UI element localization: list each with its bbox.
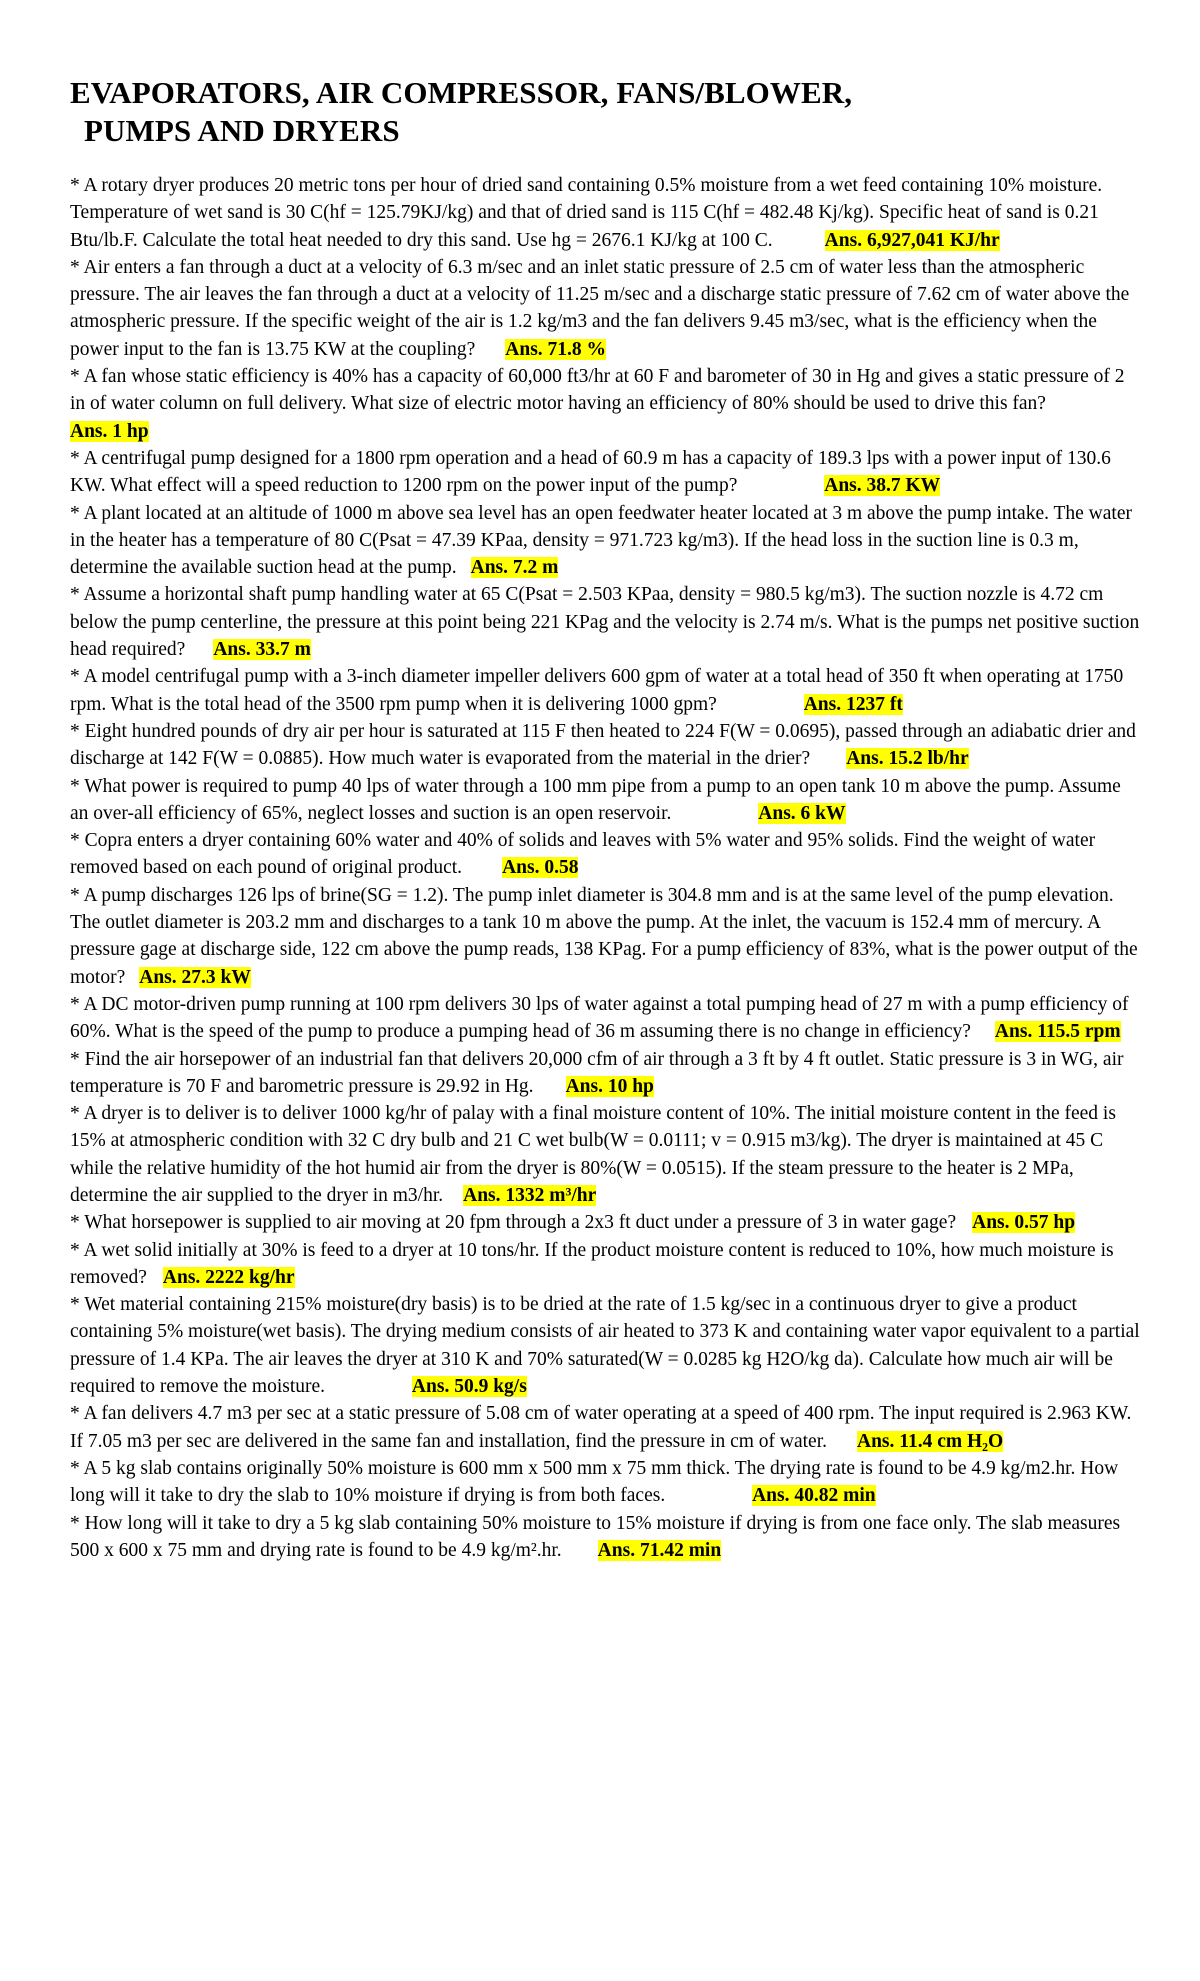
problem-text: * A rotary dryer produces 20 metric tons per hour of dried sand containing 0.5% moisture from a wet feed containing 10% moisture. Temperature of wet sand is 30 C(hf = 125.79KJ/kg) and that of dried sand is 115 C(hf = 482.48 Kj/kg). Specific heat of sand is 0.21 Btu/lb.F. Calculate the total heat needed to dry this sand. Use hg = 2676.1 KJ/kg at 100 C.: [70, 175, 1103, 251]
answer-highlight: Ans. 33.7 m: [213, 639, 311, 661]
answer-highlight: Ans. 0.57 hp: [972, 1212, 1076, 1234]
answer-highlight: Ans. 71.42 min: [597, 1539, 722, 1561]
problem-text: * A centrifugal pump designed for a 1800 rpm operation and a head of 60.9 m has a capacity of 189.3 lps with a power input of 130.6 KW. What effect will a speed reduction to 1200 rpm on the power input of the pump?: [70, 447, 1111, 497]
problem-text: * Assume a horizontal shaft pump handling water at 65 C(Psat = 2.503 KPaa, density = 980.5 kg/m3). The suction nozzle is 4.72 cm below the pump centerline, the pressure at this point being 221 KPag and the velocity is 2.74 m/s. What is the pumps net positive suction head required?: [70, 584, 1140, 661]
answer-highlight: Ans. 71.8 %: [505, 338, 607, 360]
problem-item: [70, 773, 1140, 828]
problem-text: * How long will it take to dry a 5 kg slab containing 50% moisture to 15% moisture if drying is from one face only. The slab measures 500 x 600 x 75 mm and drying rate is found to be 4.9 kg/m².hr.: [70, 1512, 1121, 1561]
problem-text: * Eight hundred pounds of dry air per hour is saturated at 115 F then heated to 224 F(W = 0.0695), passed through an adiabatic drier and discharge at 142 F(W = 0.0885). How much water is evaporated from the material in the drier?: [70, 720, 1136, 770]
answer-highlight: Ans. 0.58: [502, 857, 579, 879]
problem-text: * A pump discharges 126 lps of brine(SG = 1.2). The pump inlet diameter is 304.8 mm and is at the same level of the pump elevation. The outlet diameter is 203.2 mm and discharges to a tank 10 m above the pump. At the inlet, the vacuum is 152.4 mm of mercury. A pressure gage at discharge side, 122 cm above the pump reads, 138 KPag. For a pump efficiency of 83%, what is the power output of the motor?: [70, 884, 1138, 988]
problem-text: * A model centrifugal pump with a 3-inch diameter impeller delivers 600 gpm of water at a total head of 350 ft when operating at 1750 rpm. What is the total head of the 3500 rpm pump when it is delivering 1000 gpm?: [70, 666, 1124, 715]
answer-highlight: Ans. 2222 kg/hr: [162, 1266, 295, 1288]
problem-item: [70, 882, 1140, 991]
problem-text: * Copra enters a dryer containing 60% water and 40% of solids and leaves with 5% water and 95% solids. Find the weight of water removed based on each pound of original product.: [70, 830, 1096, 879]
problem-text: * A fan delivers 4.7 m3 per sec at a static pressure of 5.08 cm of water operating at a speed of 400 rpm. The input required is 2.963 KW. If 7.05 m3 per sec are delivered in the same fan and installation, find the pressure in cm of water.: [70, 1403, 1132, 1452]
problem-item: [70, 1400, 1140, 1455]
answer-highlight: Ans. 40.82 min: [752, 1485, 876, 1507]
title-line-1: EVAPORATORS, AIR COMPRESSOR, FANS/BLOWER,: [70, 75, 853, 110]
problem-item: [70, 1510, 1140, 1565]
answer-highlight: Ans. 6,927,041 KJ/hr: [824, 229, 1000, 251]
problem-item: [70, 1209, 1140, 1236]
problem-text: * A dryer is to deliver is to deliver 1000 kg/hr of palay with a final moisture content of 10%. The initial moisture content in the feed is 15% at atmospheric condition with 32 C dry bulb and 21 C wet bulb(W = 0.0111; v = 0.915 m3/kg). The dryer is maintained at 45 C while the relative humidity of the hot humid air from the dryer is 80%(W = 0.0515). If the steam pressure to the heater is 2 MPa, determine the air supplied to the dryer in m3/hr.: [70, 1103, 1116, 1206]
answer-highlight: Ans. 1237 ft: [803, 693, 903, 715]
answer-highlight: Ans. 11.4 cm H₂O: [857, 1430, 1004, 1452]
problem-list: [70, 172, 1140, 1564]
problem-text: * Wet material containing 215% moisture(dry basis) is to be dried at the rate of 1.5 kg/sec in a continuous dryer to give a product containing 5% moisture(wet basis). The drying medium consists of air heated to 373 K and containing water vapor equivalent to a partial pressure of 1.4 KPa. The air leaves the dryer at 310 K and 70% saturated(W = 0.0285 kg H2O/kg da). Calculate how much air will be required to remove the moisture.: [70, 1294, 1140, 1398]
problem-item: [70, 827, 1140, 882]
problem-item: [70, 1100, 1140, 1209]
problem-text: * Find the air horsepower of an industrial fan that delivers 20,000 cfm of air through a 3 ft by 4 ft outlet. Static pressure is 3 in WG, air temperature is 70 F and barometric pressure is 29.92 in Hg.: [70, 1048, 1124, 1097]
problem-text: * A DC motor-driven pump running at 100 rpm delivers 30 lps of water against a total pumping head of 27 m with a pump efficiency of 60%. What is the speed of the pump to produce a pumping head of 36 m assuming there is no change in efficiency?: [70, 993, 1129, 1043]
answer-highlight: Ans. 1332 m³/hr: [463, 1184, 597, 1206]
problem-item: [70, 172, 1140, 254]
problem-item: [70, 445, 1140, 500]
problem-item: [70, 1455, 1140, 1510]
problem-text: * What horsepower is supplied to air moving at 20 fpm through a 2x3 ft duct under a pressure of 3 in water gage?: [70, 1212, 957, 1234]
answer-highlight: Ans. 10 hp: [565, 1075, 654, 1097]
problem-text: * Air enters a fan through a duct at a velocity of 6.3 m/sec and an inlet static pressure of 2.5 cm of water less than the atmospheric pressure. The air leaves the fan through a duct at a velocity of 11.25 m/sec and a discharge static pressure of 7.62 cm of water above the atmospheric pressure. If the specific weight of the air is 1.2 kg/m3 and the fan delivers 9.45 m3/sec, what is the efficiency when the power input to the fan is 13.75 KW at the coupling?: [70, 256, 1130, 360]
problem-text: * What power is required to pump 40 lps of water through a 100 mm pipe from a pump to an open tank 10 m above the pump. Assume an over-all efficiency of 65%, neglect losses and suction is an open reservoir.: [70, 775, 1121, 824]
problem-item: [70, 663, 1140, 718]
answer-highlight: Ans. 38.7 KW: [824, 475, 941, 497]
answer-highlight: Ans. 15.2 lb/hr: [846, 748, 969, 770]
problem-item: [70, 991, 1140, 1046]
problem-text: * A wet solid initially at 30% is feed to a dryer at 10 tons/hr. If the product moisture content is reduced to 10%, how much moisture is removed?: [70, 1239, 1114, 1288]
problem-item: [70, 363, 1140, 445]
problem-text: * A 5 kg slab contains originally 50% moisture is 600 mm x 500 mm x 75 mm thick. The drying rate is found to be 4.9 kg/m2.hr. How long will it take to dry the slab to 10% moisture if drying is from both faces.: [70, 1457, 1119, 1507]
problem-text: * A plant located at an altitude of 1000 m above sea level has an open feedwater heater located at 3 m above the pump intake. The water in the heater has a temperature of 80 C(Psat = 47.39 KPaa, density = 971.723 kg/m3). If the head loss in the suction line is 0.3 m, determine the available suction head at the pump.: [70, 502, 1132, 579]
problem-item: [70, 500, 1140, 582]
answer-highlight: Ans. 1 hp: [70, 420, 149, 442]
title-line-2: PUMPS AND DRYERS: [84, 113, 400, 148]
problem-item: [70, 1046, 1140, 1101]
answer-highlight: Ans. 6 kW: [758, 802, 846, 824]
problem-item: [70, 718, 1140, 773]
answer-highlight: Ans. 7.2 m: [470, 557, 559, 579]
problem-item: [70, 1237, 1140, 1292]
problem-text: * A fan whose static efficiency is 40% has a capacity of 60,000 ft3/hr at 60 F and barometer of 30 in Hg and gives a static pressure of 2 in of water column on full delivery. What size of electric motor having an efficiency of 80% should be used to drive this fan?: [70, 366, 1125, 415]
answer-highlight: Ans. 50.9 kg/s: [411, 1376, 527, 1398]
document-title: [70, 74, 1140, 150]
problem-item: [70, 1291, 1140, 1400]
answer-highlight: Ans. 115.5 rpm: [994, 1021, 1121, 1043]
problem-item: [70, 254, 1140, 363]
problem-item: [70, 581, 1140, 663]
answer-highlight: Ans. 27.3 kW: [139, 966, 251, 988]
